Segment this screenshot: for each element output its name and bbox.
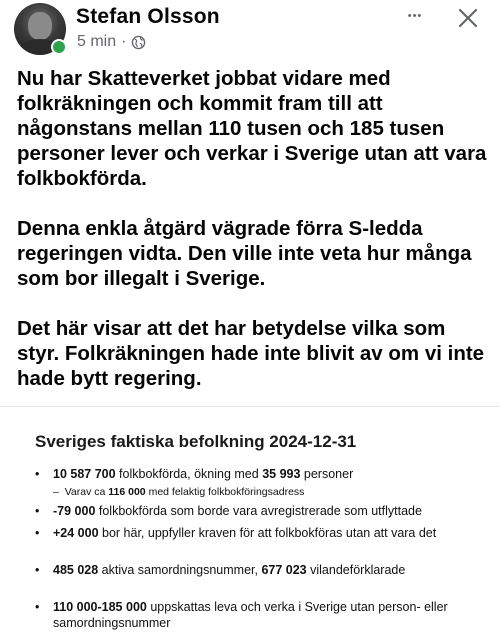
more-options-button[interactable] [402, 6, 428, 26]
image-title: Sveriges faktiska befolkning 2024-12-31 [35, 432, 357, 451]
list-subitem: – Varav ca 116 000 med felaktig folkbokföringsadress [53, 486, 305, 498]
post-header [0, 0, 500, 62]
list-item: • 485 028 aktiva samordningsnummer, 677 023 vilandeförklarade [35, 563, 406, 577]
author-name[interactable]: Stefan Olsson [76, 5, 220, 28]
list-item: • +24 000 bor här, uppfyller kraven för att folkbokföras utan att vara det [35, 526, 437, 540]
post-paragraph: Nu har Skatteverket jobbat vidare med folkräkningen och kommit fram till att någonstans mellan 110 tusen och 185 tusen personer lever och verkar i Sverige utan att vara folkbokförda. [17, 67, 487, 190]
online-status-indicator [51, 39, 67, 55]
more-horizontal-icon: ••• [407, 10, 423, 22]
post-paragraph: Det här visar att det har betydelse vilka som styr. Folkräkningen hade inte blivit av om vi inte hade bytt regering. [17, 317, 485, 390]
post-paragraph: Denna enkla åtgärd vägrade förra S-ledda regeringen vidta. Den ville inte veta hur många som bor illegalt i Sverige. [17, 217, 472, 290]
post-meta [77, 33, 146, 51]
post-body [17, 66, 492, 391]
list-item: • -79 000 folkbokförda som borde vara avregistrerade som utflyttade [35, 504, 422, 518]
post-time[interactable]: 5 min [77, 33, 117, 50]
avatar-face [28, 12, 52, 40]
list-item-continuation: samordningsnummer [53, 616, 171, 630]
globe-icon[interactable] [131, 35, 146, 50]
close-icon[interactable] [456, 6, 480, 30]
post-image[interactable] [0, 406, 500, 635]
list-item: • 10 587 700 folkbokförda, ökning med 35 993 personer [35, 467, 354, 481]
list-item: • 110 000-185 000 uppskattas leva och verka i Sverige utan person- eller [35, 600, 448, 614]
meta-separator: · [121, 33, 127, 50]
